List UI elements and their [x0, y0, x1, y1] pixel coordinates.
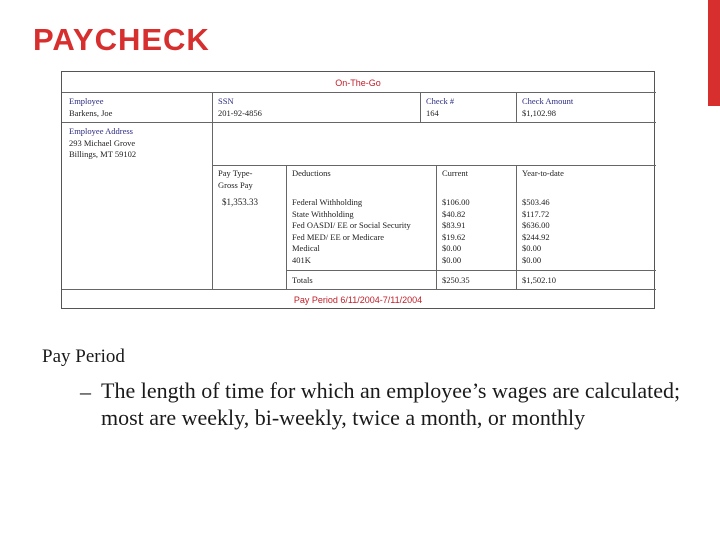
address-label: Employee Address [69, 126, 133, 136]
divider [420, 92, 421, 122]
paycheck-stub [61, 71, 655, 309]
ssn-label: SSN [218, 96, 234, 106]
divider [212, 165, 656, 166]
current-header: Current [442, 168, 468, 178]
address-line: Billings, MT 59102 [69, 149, 137, 159]
employee-name: Barkens, Joe [69, 107, 113, 118]
slide-title: PAYCHECK [33, 22, 210, 57]
address-line: 293 Michael Grove [69, 137, 136, 148]
company-name: On-The-Go [335, 78, 381, 88]
deduction-name: Fed MED/ EE or Medicare [292, 231, 385, 242]
deduction-current: $0.00 [442, 254, 462, 265]
employee-cell [69, 96, 112, 119]
accent-bar [708, 0, 720, 106]
totals-ytd: $1,502.10 [522, 275, 556, 285]
deduction-current-values [442, 197, 470, 266]
deduction-name: Fed OASDI/ EE or Social Security [292, 220, 411, 230]
check-number-value: 164 [426, 107, 439, 118]
deduction-ytd: $0.00 [522, 254, 542, 265]
deduction-name: Medical [292, 243, 320, 253]
deduction-ytd: $0.00 [522, 243, 542, 253]
deduction-names [292, 197, 411, 266]
deduction-current: $40.82 [442, 208, 466, 219]
pay-type-label: Gross Pay [218, 179, 253, 190]
check-amount-cell [522, 96, 573, 119]
divider [212, 92, 213, 289]
address-cell [69, 126, 136, 161]
check-number-label: Check # [426, 96, 455, 106]
deduction-current: $0.00 [442, 243, 462, 253]
deduction-name: 401K [292, 254, 311, 265]
pay-period-range: Pay Period 6/11/2004-7/11/2004 [293, 295, 423, 305]
deduction-ytd-values [522, 197, 550, 266]
divider [516, 92, 517, 122]
divider [286, 270, 656, 271]
ytd-header: Year-to-date [522, 168, 564, 178]
pay-type-label: Pay Type- [218, 168, 253, 178]
deduction-ytd: $503.46 [522, 197, 550, 207]
deduction-name: State Withholding [292, 208, 354, 219]
ssn-cell [218, 96, 262, 119]
divider [286, 165, 287, 289]
term-definition: The length of time for which an employee’s wages are calculated; most are weekly, bi-weekly, twice a month, or monthly [101, 378, 681, 430]
deduction-ytd: $244.92 [522, 231, 550, 242]
term-heading: Pay Period [42, 346, 125, 367]
deduction-ytd: $117.72 [522, 208, 550, 219]
deduction-current: $83.91 [442, 220, 466, 230]
employee-label: Employee [69, 96, 104, 106]
deduction-current: $106.00 [442, 197, 470, 207]
check-amount-value: $1,102.98 [522, 107, 556, 118]
ssn-value: 201-92-4856 [218, 107, 262, 118]
deductions-header: Deductions [292, 168, 331, 178]
divider [62, 122, 656, 123]
gross-pay-value: $1,353.33 [222, 197, 258, 207]
check-amount-label: Check Amount [522, 96, 574, 106]
divider [62, 289, 656, 290]
deduction-ytd: $636.00 [522, 220, 550, 230]
divider [62, 92, 656, 93]
totals-current: $250.35 [442, 275, 470, 285]
totals-label: Totals [292, 275, 313, 285]
pay-type-cell [218, 168, 253, 191]
bullet-dash: – [80, 379, 91, 404]
check-number-cell [426, 96, 454, 119]
divider [436, 165, 437, 289]
deduction-name: Federal Withholding [292, 197, 363, 207]
deduction-current: $19.62 [442, 231, 466, 242]
divider [516, 165, 517, 289]
